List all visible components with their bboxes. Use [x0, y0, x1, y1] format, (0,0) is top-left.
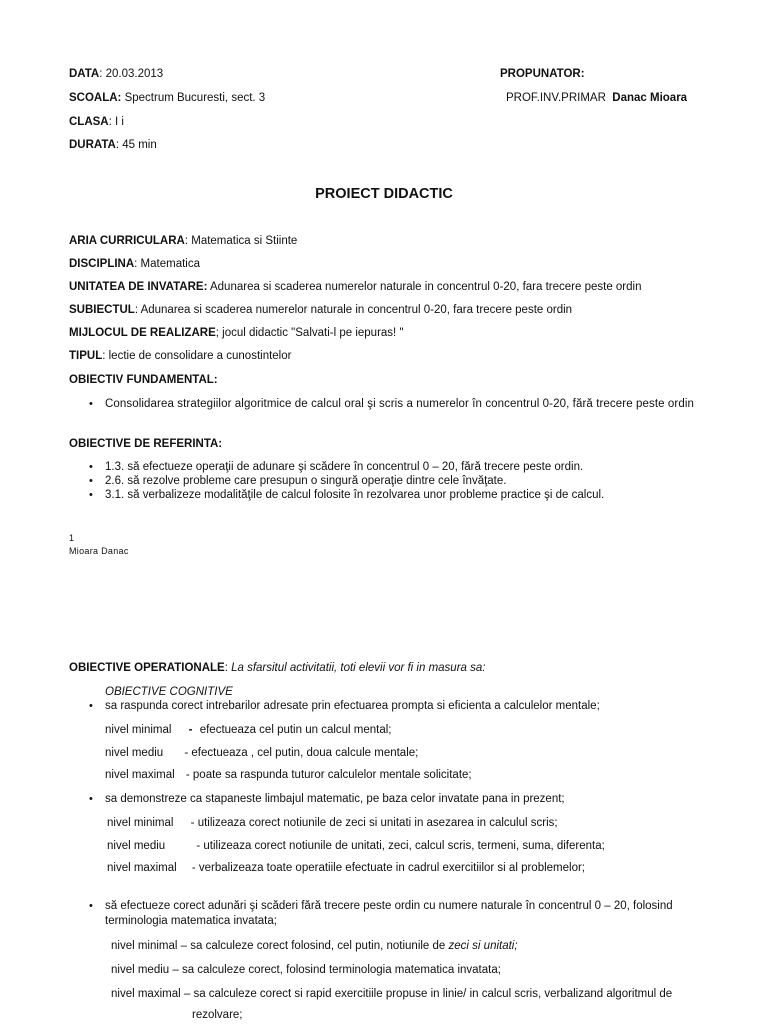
bullet-icon: • [89, 900, 93, 912]
proposer-name: Danac Mioara [612, 92, 688, 104]
level-text: efectueaza cel putin un calcul mental; [199, 724, 392, 736]
list-item-text-continued: terminologia matematica invatata; [105, 915, 277, 927]
level-max-line [105, 769, 472, 781]
duration-value: : 45 min [115, 139, 157, 151]
bullet-icon: • [89, 489, 93, 501]
disciplina-value: : Matematica [134, 258, 200, 270]
level-text-italic: zeci si unitati; [448, 940, 518, 952]
aria-label: ARIA CURRICULARA [69, 235, 185, 247]
mijlocul-line [69, 327, 404, 339]
date-label: DATA [69, 68, 100, 80]
school-label: SCOALA: [69, 92, 122, 104]
bullet-icon: • [89, 398, 93, 410]
bullet-icon: • [89, 475, 93, 487]
level-min-line [105, 724, 392, 736]
level-min-line [111, 940, 518, 952]
proposer-label: PROPUNATOR: [500, 68, 585, 80]
referinta-heading: OBIECTIVE DE REFERINTA: [69, 438, 223, 450]
page-title: PROIECT DIDACTIC [315, 186, 453, 202]
cognitive-heading: OBIECTIVE COGNITIVE [105, 686, 233, 698]
level-label: nivel maximal [105, 769, 175, 781]
mijlocul-label: MIJLOCUL DE REALIZARE [69, 327, 216, 339]
subiectul-label: SUBIECTUL [69, 304, 135, 316]
list-item-text: sa raspunda corect intrebarilor adresate prin efectuarea prompta si eficienta a calculelor mentale; [105, 700, 600, 712]
class-line [69, 116, 124, 128]
unitatea-value: Adunarea si scaderea numerelor naturale in concentrul 0-20, fara trecere peste ordin [207, 281, 642, 293]
level-min-line [107, 817, 558, 829]
list-item-text: Consolidarea strategiilor algoritmice de calcul oral şi scris a numerelor în concentrul 0-20, fără trecere peste ordin [105, 398, 694, 410]
level-text: - utilizeaza corect notiunile de zeci si unitati in asezarea in calculul scris; [190, 817, 558, 829]
level-med-line [107, 840, 605, 852]
subiectul-line [69, 304, 572, 316]
operationale-heading: OBIECTIVE OPERATIONALE [69, 662, 225, 674]
operationale-intro: La sfarsitul activitatii, toti elevii vor fi in masura sa: [231, 662, 486, 674]
class-label: CLASA [69, 116, 109, 128]
unitatea-line [69, 281, 641, 293]
duration-label: DURATA [69, 139, 116, 151]
bullet-icon: • [89, 700, 93, 712]
proposer-line [506, 92, 687, 104]
bullet-icon: • [89, 461, 93, 473]
level-label: nivel minimal [107, 817, 174, 829]
subiectul-value: : Adunarea si scaderea numerelor naturale in concentrul 0-20, fara trecere peste ordin [134, 304, 573, 316]
level-med-line [105, 747, 418, 759]
level-text: nivel minimal – sa calculeze corect folosind, cel putin, notiunile de [111, 940, 446, 952]
operationale-line: OBIECTIVE OPERATIONALE: La sfarsitul activitatii, toti elevii vor fi in masura sa: [69, 662, 486, 674]
level-label: nivel maximal [107, 862, 177, 874]
level-max-continued: rezolvare; [192, 1009, 243, 1021]
level-text: - verbalizeaza toate operatiile efectuate in cadrul exercitiilor si al problemelor; [191, 862, 585, 874]
date-value: : 20.03.2013 [99, 68, 164, 80]
proposer-prefix: PROF.INV.PRIMAR [506, 92, 606, 104]
mijlocul-value: ; jocul didactic "Salvati-l pe iepuras! " [215, 327, 404, 339]
list-item-text: sa demonstreze ca stapaneste limbajul matematic, pe baza celor invatate pana in prezent; [105, 793, 565, 805]
level-max-line: nivel maximal – sa calculeze corect si rapid exercitiile propuse in linie/ in calcul scris, verbalizand algoritmul de [111, 988, 673, 1000]
date-line [69, 68, 163, 80]
level-text: - poate sa raspunda tuturor calculelor mentale solicitate; [185, 769, 472, 781]
list-item-text: 3.1. să verbalizeze modalităţile de calcul folosite în rezolvarea unor probleme practice şi de calcul. [105, 489, 605, 501]
school-line [69, 92, 265, 104]
level-med-line: nivel mediu – sa calculeze corect, folosind terminologia matematica invatata; [111, 964, 501, 976]
aria-line [69, 235, 297, 247]
page-number: 1 [69, 533, 75, 543]
tipul-line [69, 350, 291, 362]
level-text: - efectueaza , cel putin, doua calcule mentale; [184, 747, 419, 759]
school-value: Spectrum Bucuresti, sect. 3 [121, 92, 266, 104]
list-item-text: să efectueze corect adunări şi scăderi fără trecere peste ordin cu numere naturale în concentrul 0 – 20, folosind [105, 900, 673, 912]
level-max-line [107, 862, 585, 874]
tipul-label: TIPUL [69, 350, 103, 362]
level-separator: - [188, 724, 193, 736]
disciplina-label: DISCIPLINA [69, 258, 135, 270]
list-item-text: 1.3. să efectueze operaţii de adunare şi scădere în concentrul 0 – 20, fără trecere peste ordin. [105, 461, 584, 473]
class-value: : I i [108, 116, 124, 128]
duration-line [69, 139, 157, 151]
level-text: - utilizeaza corect notiunile de unitati, zeci, calcul scris, termeni, suma, diferenta; [196, 840, 605, 852]
level-label: nivel mediu [107, 840, 166, 852]
bullet-icon: • [89, 793, 93, 805]
list-item-text: 2.6. să rezolve probleme care presupun o singură operaţie dintre cele învăţate. [105, 475, 507, 487]
level-label: nivel minimal [105, 724, 172, 736]
footer-author: Mioara Danac [69, 546, 129, 556]
disciplina-line [69, 258, 200, 270]
aria-value: : Matematica si Stiinte [184, 235, 298, 247]
unitatea-label: UNITATEA DE INVATARE: [69, 281, 208, 293]
fundamental-heading: OBIECTIV FUNDAMENTAL: [69, 374, 218, 386]
tipul-value: : lectie de consolidare a cunostintelor [102, 350, 292, 362]
level-label: nivel mediu [105, 747, 164, 759]
